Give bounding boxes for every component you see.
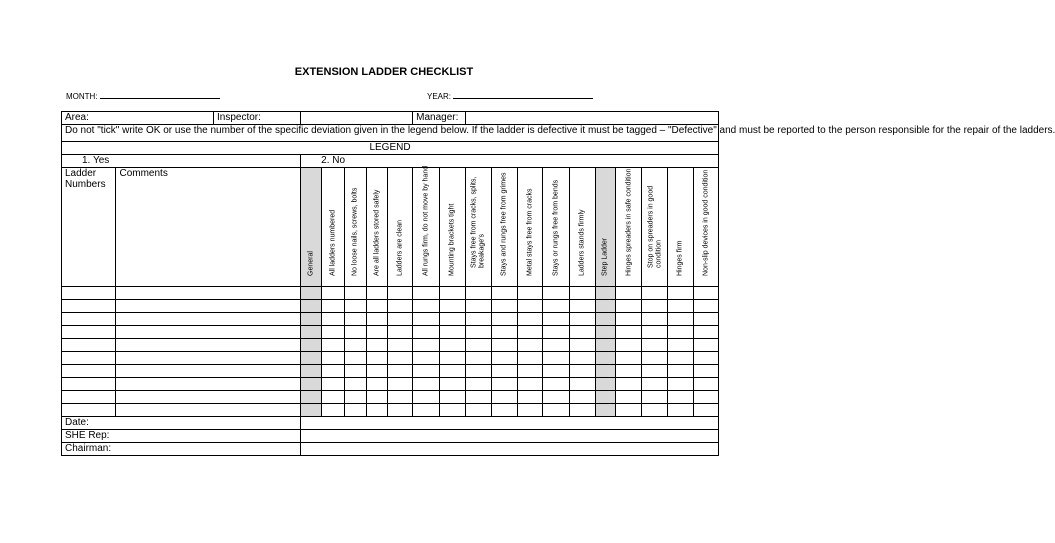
check-cell[interactable]: [301, 300, 322, 313]
check-column-label: Mounting brackets tight: [448, 203, 456, 276]
check-cell[interactable]: [387, 287, 412, 300]
check-cell[interactable]: [440, 404, 465, 417]
check-cell[interactable]: [344, 391, 366, 404]
check-column-header: [668, 168, 693, 287]
check-cell[interactable]: [465, 365, 491, 378]
check-cell[interactable]: [465, 352, 491, 365]
comment-cell[interactable]: [116, 339, 301, 352]
comments-header: Comments: [116, 168, 301, 287]
check-cell[interactable]: [301, 339, 322, 352]
check-cell[interactable]: [440, 300, 465, 313]
check-cell[interactable]: [413, 352, 440, 365]
check-cell[interactable]: [595, 287, 615, 300]
area-field[interactable]: [62, 112, 214, 124]
ladder-number-cell[interactable]: [62, 378, 116, 391]
check-cell[interactable]: [491, 365, 517, 378]
check-column-label: General: [307, 250, 315, 276]
check-column-label: All ladders numbered: [329, 209, 337, 276]
table-row: [62, 365, 719, 378]
date-value-cell[interactable]: [301, 417, 719, 430]
check-cell[interactable]: [413, 326, 440, 339]
check-cell[interactable]: [366, 365, 387, 378]
area-label: Area:: [65, 112, 89, 123]
check-cell[interactable]: [366, 391, 387, 404]
check-cell[interactable]: [642, 326, 668, 339]
table-row: [62, 352, 719, 365]
check-cell[interactable]: [301, 352, 322, 365]
check-cell[interactable]: [693, 300, 718, 313]
comment-cell[interactable]: [116, 313, 301, 326]
check-cell[interactable]: [344, 326, 366, 339]
check-cell[interactable]: [615, 378, 641, 391]
check-cell[interactable]: [301, 326, 322, 339]
chairman-label: Chairman:: [62, 443, 301, 456]
check-cell[interactable]: [693, 352, 718, 365]
date-label: Date:: [62, 417, 301, 430]
check-cell[interactable]: [491, 391, 517, 404]
check-cell[interactable]: [387, 378, 412, 391]
check-cell[interactable]: [693, 404, 718, 417]
check-cell[interactable]: [615, 339, 641, 352]
check-cell[interactable]: [569, 352, 595, 365]
check-cell[interactable]: [518, 313, 543, 326]
check-cell[interactable]: [322, 300, 344, 313]
check-column-header: [569, 168, 595, 287]
check-cell[interactable]: [595, 378, 615, 391]
check-cell[interactable]: [491, 300, 517, 313]
check-cell[interactable]: [491, 352, 517, 365]
check-cell[interactable]: [344, 404, 366, 417]
check-cell[interactable]: [491, 404, 517, 417]
check-cell[interactable]: [569, 326, 595, 339]
check-cell[interactable]: [569, 313, 595, 326]
check-column-header: [387, 168, 412, 287]
check-cell[interactable]: [642, 378, 668, 391]
check-column-header: [322, 168, 344, 287]
check-cell[interactable]: [413, 404, 440, 417]
check-cell[interactable]: [595, 300, 615, 313]
check-cell[interactable]: [543, 365, 569, 378]
check-column-header: [344, 168, 366, 287]
ladder-number-cell[interactable]: [62, 365, 116, 378]
ladder-number-cell[interactable]: [62, 404, 116, 417]
check-cell[interactable]: [301, 391, 322, 404]
year-field: [427, 90, 593, 101]
check-cell[interactable]: [491, 378, 517, 391]
table-row: [62, 378, 719, 391]
check-cell[interactable]: [668, 287, 693, 300]
check-cell[interactable]: [344, 287, 366, 300]
check-cell[interactable]: [465, 339, 491, 352]
check-cell[interactable]: [465, 326, 491, 339]
check-cell[interactable]: [491, 326, 517, 339]
check-cell[interactable]: [595, 352, 615, 365]
check-cell[interactable]: [518, 287, 543, 300]
check-cell[interactable]: [569, 391, 595, 404]
area-inspector-cell: [62, 112, 301, 125]
check-cell[interactable]: [366, 339, 387, 352]
check-cell[interactable]: [642, 313, 668, 326]
manager-label: Manager:: [416, 112, 459, 123]
check-column-label: Stays or rungs free from bends: [552, 179, 560, 276]
check-column-header: [615, 168, 641, 287]
check-cell[interactable]: [387, 300, 412, 313]
check-cell[interactable]: [668, 365, 693, 378]
check-cell[interactable]: [569, 339, 595, 352]
year-input-line[interactable]: [453, 90, 593, 99]
check-column-header: [543, 168, 569, 287]
check-cell[interactable]: [569, 378, 595, 391]
check-cell[interactable]: [465, 287, 491, 300]
check-cell[interactable]: [344, 313, 366, 326]
check-cell[interactable]: [413, 339, 440, 352]
comment-cell[interactable]: [116, 365, 301, 378]
check-cell[interactable]: [322, 378, 344, 391]
check-column-label: Ladders stands firmly: [578, 208, 586, 276]
check-cell[interactable]: [595, 326, 615, 339]
check-cell[interactable]: [344, 365, 366, 378]
check-cell[interactable]: [344, 339, 366, 352]
legend-heading: LEGEND: [62, 142, 719, 155]
check-cell[interactable]: [543, 313, 569, 326]
table-row: [62, 339, 719, 352]
check-cell[interactable]: [543, 404, 569, 417]
check-cell[interactable]: [301, 365, 322, 378]
check-column-label: Step Ladder: [601, 237, 609, 276]
ladder-number-cell[interactable]: [62, 300, 116, 313]
checklist-table: [61, 111, 1055, 456]
check-column-header: [366, 168, 387, 287]
check-cell[interactable]: [518, 326, 543, 339]
table-row: [62, 404, 719, 417]
check-cell[interactable]: [543, 352, 569, 365]
check-cell[interactable]: [366, 287, 387, 300]
table-row: [62, 326, 719, 339]
check-cell[interactable]: [615, 391, 641, 404]
check-cell[interactable]: [413, 300, 440, 313]
check-cell[interactable]: [465, 391, 491, 404]
legend-no: 2. No: [301, 155, 719, 168]
inspector-label-cell: [214, 112, 300, 124]
check-cell[interactable]: [595, 339, 615, 352]
check-cell[interactable]: [322, 326, 344, 339]
check-cell[interactable]: [668, 300, 693, 313]
she-rep-value-cell[interactable]: [301, 430, 719, 443]
comment-cell[interactable]: [116, 287, 301, 300]
check-cell[interactable]: [642, 365, 668, 378]
check-cell[interactable]: [642, 391, 668, 404]
check-cell[interactable]: [301, 287, 322, 300]
check-cell[interactable]: [465, 313, 491, 326]
check-cell[interactable]: [569, 365, 595, 378]
check-column-label: Hinges firm: [676, 240, 684, 276]
check-cell[interactable]: [387, 391, 412, 404]
check-cell[interactable]: [518, 404, 543, 417]
check-cell[interactable]: [615, 287, 641, 300]
ladder-number-cell[interactable]: [62, 391, 116, 404]
comment-cell[interactable]: [116, 391, 301, 404]
check-cell[interactable]: [440, 339, 465, 352]
check-cell[interactable]: [440, 365, 465, 378]
check-cell[interactable]: [440, 378, 465, 391]
check-cell[interactable]: [366, 352, 387, 365]
manager-label-cell: [413, 112, 465, 125]
check-column-header: [440, 168, 465, 287]
check-cell[interactable]: [693, 365, 718, 378]
check-cell[interactable]: [491, 313, 517, 326]
check-column-header: [518, 168, 543, 287]
check-cell[interactable]: [518, 365, 543, 378]
year-label: YEAR:: [427, 92, 452, 101]
check-cell[interactable]: [366, 404, 387, 417]
table-row: [62, 300, 719, 313]
check-column-label: Metal stays free from cracks: [526, 187, 534, 276]
check-cell[interactable]: [668, 313, 693, 326]
table-row: [62, 287, 719, 300]
check-column-label: Ladders are clean: [396, 219, 404, 276]
check-cell[interactable]: [387, 352, 412, 365]
check-cell[interactable]: [668, 391, 693, 404]
check-cell[interactable]: [595, 391, 615, 404]
check-cell[interactable]: [615, 365, 641, 378]
check-column-label: Hinges spreaders in safe condition: [624, 168, 632, 276]
check-cell[interactable]: [595, 404, 615, 417]
check-cell[interactable]: [668, 378, 693, 391]
check-cell[interactable]: [693, 326, 718, 339]
check-cell[interactable]: [387, 339, 412, 352]
check-cell[interactable]: [322, 339, 344, 352]
manager-value-cell[interactable]: [465, 112, 718, 125]
check-cell[interactable]: [543, 300, 569, 313]
ladder-number-cell[interactable]: [62, 313, 116, 326]
check-cell[interactable]: [642, 287, 668, 300]
check-cell[interactable]: [595, 313, 615, 326]
ladder-number-cell[interactable]: [62, 339, 116, 352]
check-cell[interactable]: [642, 339, 668, 352]
check-cell[interactable]: [642, 352, 668, 365]
check-column-header: [465, 168, 491, 287]
check-cell[interactable]: [322, 287, 344, 300]
check-column-label: Are all ladders stored safely: [373, 189, 381, 276]
check-column-label: Stays free from cracks, splits, breakage's: [470, 176, 486, 268]
check-cell[interactable]: [491, 339, 517, 352]
check-cell[interactable]: [366, 378, 387, 391]
check-cell[interactable]: [615, 404, 641, 417]
check-cell[interactable]: [668, 326, 693, 339]
check-cell[interactable]: [465, 404, 491, 417]
check-cell[interactable]: [465, 300, 491, 313]
check-cell[interactable]: [413, 378, 440, 391]
check-cell[interactable]: [366, 300, 387, 313]
check-cell[interactable]: [440, 326, 465, 339]
check-cell[interactable]: [322, 313, 344, 326]
check-cell[interactable]: [491, 287, 517, 300]
instructions-text: Do not "tick" write OK or use the number of the specific deviation given in the legend below. If the ladder is defective it must be tagged – "Defective" and must be reported to the person responsible for the repair of the ladders.: [62, 125, 719, 142]
check-cell[interactable]: [569, 300, 595, 313]
check-column-label: All rungs firm, do not move by hand: [422, 165, 430, 276]
check-cell[interactable]: [413, 287, 440, 300]
comment-cell[interactable]: [116, 378, 301, 391]
check-cell[interactable]: [693, 313, 718, 326]
comment-cell[interactable]: [116, 352, 301, 365]
check-cell[interactable]: [615, 352, 641, 365]
check-cell[interactable]: [387, 404, 412, 417]
check-cell[interactable]: [595, 365, 615, 378]
check-cell[interactable]: [387, 313, 412, 326]
check-cell[interactable]: [322, 404, 344, 417]
check-cell[interactable]: [518, 339, 543, 352]
check-cell[interactable]: [693, 287, 718, 300]
ladder-number-cell[interactable]: [62, 352, 116, 365]
check-cell[interactable]: [642, 300, 668, 313]
check-cell[interactable]: [301, 378, 322, 391]
month-input-line[interactable]: [100, 90, 220, 99]
comment-cell[interactable]: [116, 326, 301, 339]
check-cell[interactable]: [569, 404, 595, 417]
check-cell[interactable]: [543, 287, 569, 300]
check-cell[interactable]: [322, 391, 344, 404]
inspector-label: Inspector:: [217, 112, 261, 123]
check-cell[interactable]: [518, 391, 543, 404]
check-cell[interactable]: [440, 391, 465, 404]
chairman-value-cell[interactable]: [301, 443, 719, 456]
check-cell[interactable]: [615, 313, 641, 326]
check-cell[interactable]: [344, 300, 366, 313]
check-cell[interactable]: [301, 404, 322, 417]
check-column-header: [595, 168, 615, 287]
check-cell[interactable]: [413, 365, 440, 378]
check-cell[interactable]: [569, 287, 595, 300]
ladder-number-cell[interactable]: [62, 326, 116, 339]
check-cell[interactable]: [366, 326, 387, 339]
check-cell[interactable]: [413, 313, 440, 326]
check-cell[interactable]: [344, 378, 366, 391]
check-column-header: [491, 168, 517, 287]
month-label: MONTH:: [66, 92, 98, 101]
check-cell[interactable]: [668, 339, 693, 352]
check-cell[interactable]: [440, 352, 465, 365]
check-cell[interactable]: [543, 378, 569, 391]
check-cell[interactable]: [518, 378, 543, 391]
check-cell[interactable]: [366, 313, 387, 326]
check-cell[interactable]: [465, 378, 491, 391]
she-rep-label: SHE Rep:: [62, 430, 301, 443]
check-cell[interactable]: [693, 339, 718, 352]
check-cell[interactable]: [668, 352, 693, 365]
check-cell[interactable]: [543, 391, 569, 404]
check-cell[interactable]: [518, 352, 543, 365]
check-cell[interactable]: [615, 300, 641, 313]
legend-yes: 1. Yes: [62, 155, 301, 168]
check-column-label: Stop on spreaders in good condition: [647, 185, 662, 268]
comment-cell[interactable]: [116, 404, 301, 417]
table-row: [62, 391, 719, 404]
check-cell[interactable]: [322, 365, 344, 378]
check-cell[interactable]: [301, 313, 322, 326]
check-cell[interactable]: [440, 313, 465, 326]
check-cell[interactable]: [642, 404, 668, 417]
check-column-header: [413, 165, 440, 287]
check-column-header: [693, 168, 718, 287]
check-cell[interactable]: [413, 391, 440, 404]
page-title: EXTENSION LADDER CHECKLIST: [294, 66, 474, 78]
check-cell[interactable]: [693, 378, 718, 391]
check-column-label: Non-slip devices in good condition: [702, 169, 710, 276]
check-cell[interactable]: [668, 404, 693, 417]
inspector-value-cell[interactable]: [301, 112, 413, 125]
check-cell[interactable]: [615, 326, 641, 339]
check-cell[interactable]: [440, 287, 465, 300]
ladder-numbers-header: Ladder Numbers: [62, 168, 116, 287]
check-cell[interactable]: [322, 352, 344, 365]
check-cell[interactable]: [518, 300, 543, 313]
check-column-label: No loose nails, screws, bolts: [351, 187, 359, 276]
ladder-number-cell[interactable]: [62, 287, 116, 300]
check-cell[interactable]: [387, 365, 412, 378]
month-field: [66, 90, 220, 101]
check-column-label: Stays and rungs free from grimes: [500, 172, 508, 276]
table-row: [62, 313, 719, 326]
comment-cell[interactable]: [116, 300, 301, 313]
check-cell[interactable]: [693, 391, 718, 404]
check-cell[interactable]: [387, 326, 412, 339]
check-column-header: [301, 168, 322, 287]
check-cell[interactable]: [543, 326, 569, 339]
check-cell[interactable]: [344, 352, 366, 365]
check-column-header: [642, 168, 668, 287]
check-cell[interactable]: [543, 339, 569, 352]
